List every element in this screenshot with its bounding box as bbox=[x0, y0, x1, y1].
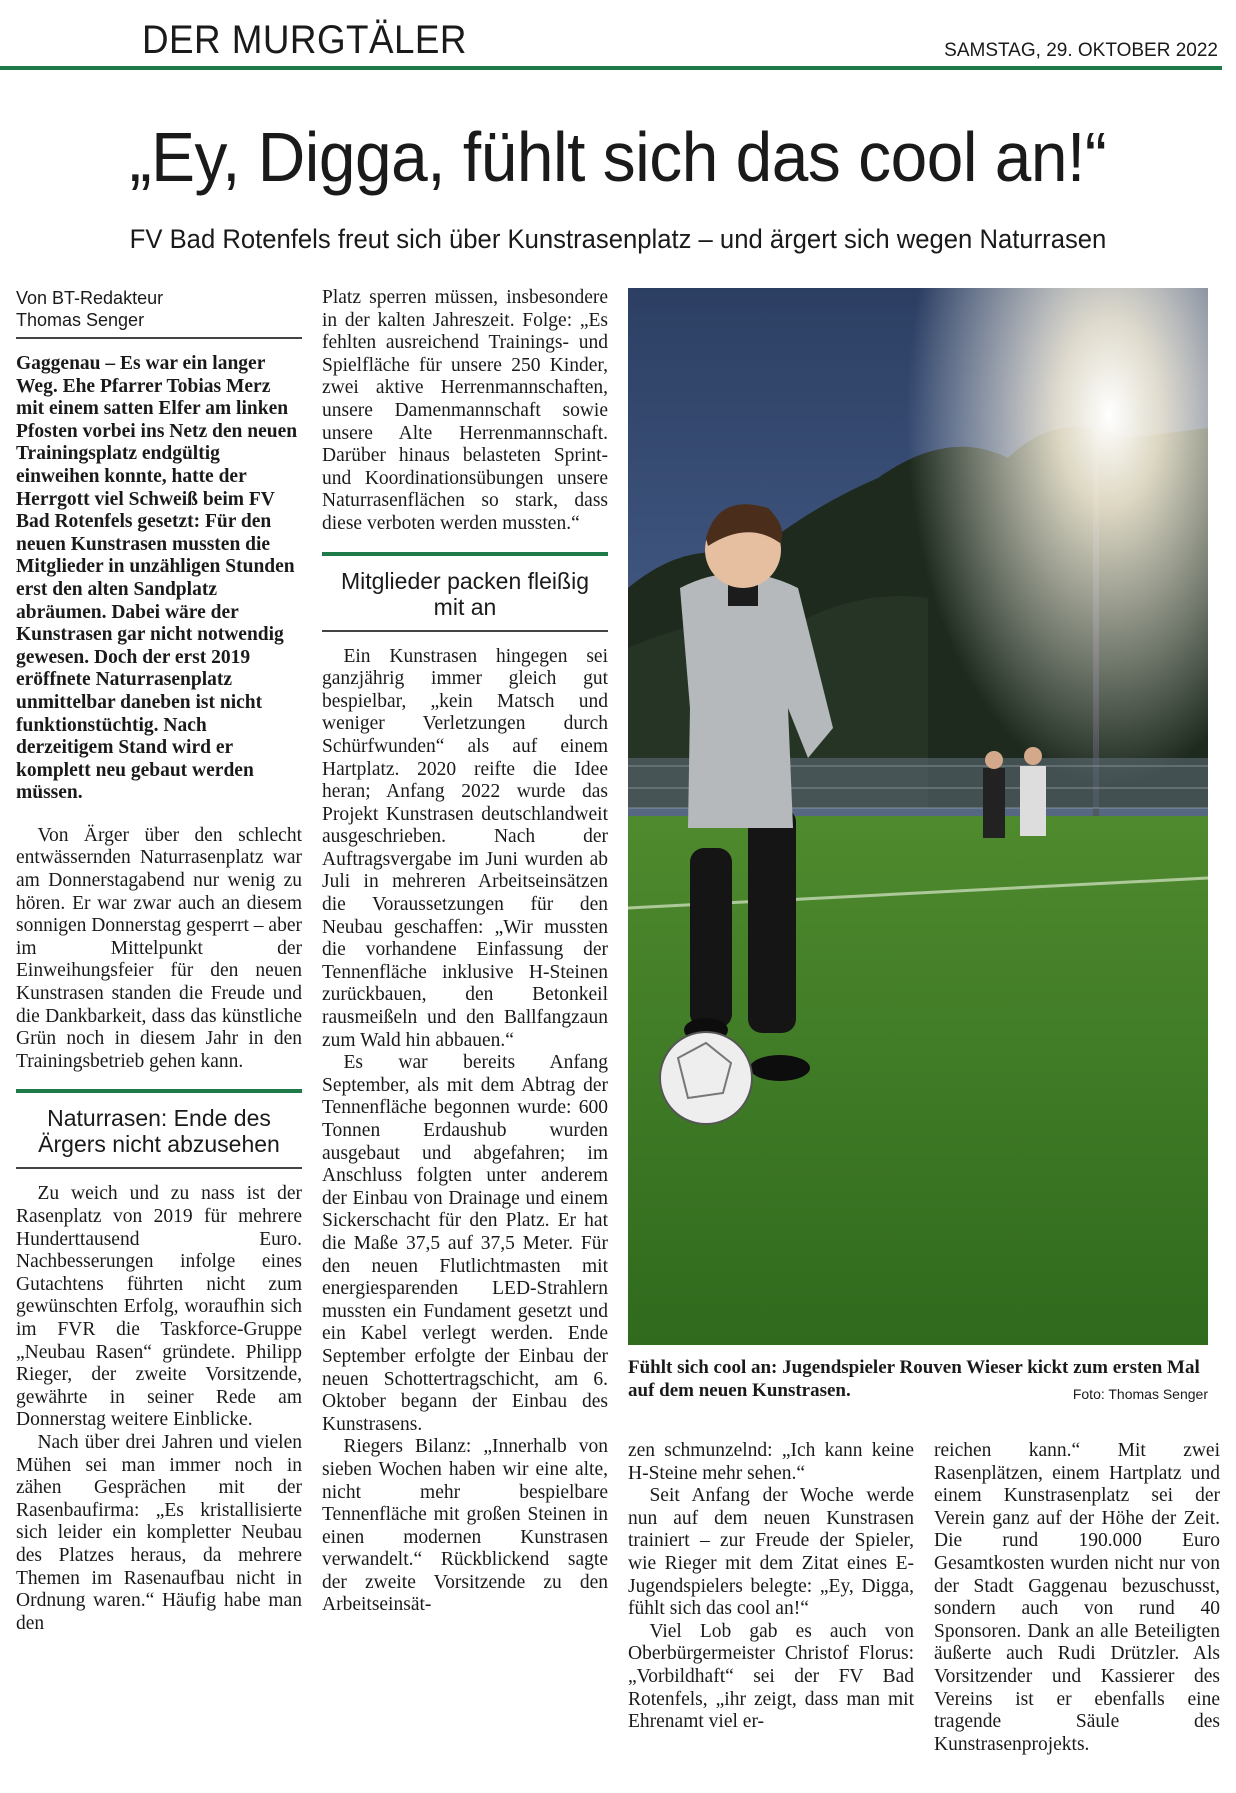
photo-credit: Foto: Thomas Senger bbox=[1072, 1386, 1208, 1402]
body-paragraph: Ein Kunstrasen hingegen sei ganzjährig immer gleich gut bespielbar, „kein Matsch und weniger Verletzungen durch Schürfwunden“ als auf einem Hartplatz. 2020 reifte die Idee heran; Anfang 2022 wurde das Projekt Kunstrasen deutschlandweit ausgeschrieben. Nach der Auftragsvergabe im Juni wurden ab Juli in mehreren Arbeitseinsätzen die Voraussetzungen für den Neubau geschaffen: „Wir mussten die vorhandene Einfassung der Tennenfläche inklusive H-Steinen zurückbauen, den Betonkeil rausmeißeln und den Ballfangzaun zum Wald hin abbauen.“ bbox=[322, 645, 608, 1051]
lead-paragraph: Gaggenau – Es war ein langer Weg. Ehe Pfarrer Tobias Merz mit einem satten Elfer am linken Pfosten vorbei ins Netz den neuen Trainingsplatz endgültig einweihen konnte, hatte der Herrgott viel Schweiß beim FV Bad Rotenfels gesetzt: Für den neuen Kunstrasen mussten die Mitglieder in unzähligen Stunden erst den alten Sandplatz abräumen. Dabei wäre der Kunstrasen gar nicht notwendig gewesen. Doch der erst 2019 eröffnete Naturrasenplatz unmittelbar daneben ist nicht funktionstüchtig. Nach derzeitigem Stand wird er komplett neu gebaut werden müssen. bbox=[16, 353, 298, 804]
body-paragraph: Zu weich und zu nass ist der Rasenplatz von 2019 für mehrere Hunderttausend Euro. Nachbesserungen infolge eines Gutachtens führten nicht zum gewünschten Erfolg, woraufhin sich im FVR die Taskforce-Gruppe „Neubau Rasen“ gründete. Philipp Rieger, der zweite Vorsitzende, gewährte in seiner Rede am Donnerstag weitere Einblicke. bbox=[16, 1183, 302, 1431]
masthead-rule bbox=[0, 66, 1222, 70]
body-paragraph: Von Ärger über den schlecht entwässernden Naturrasenplatz war am Donnerstagabend nur wenig zu hören. Er war zwar auch an diesem sonnigen Donnerstag gesperrt – aber im Mittelpunkt der Einweihungsfeier für den neuen Kunstrasen standen die Freude und die Dankbarkeit, dass das künstliche Grün noch in diesem Jahr in den Trainingsbetrieb gehen kann. bbox=[16, 824, 302, 1072]
masthead bbox=[0, 0, 1236, 75]
section-title: DER MURGTÄLER bbox=[142, 18, 467, 62]
body-paragraph: Viel Lob gab es auch von Oberbürgermeister Christof Florus: „Vorbildhaft“ sei der FV Bad Rotenfels, „ihr zeigt, dass man mit Ehrenamt viel er- bbox=[628, 1620, 914, 1733]
body-paragraph: Platz sperren müssen, insbesondere in der kalten Jahreszeit. Folge: „Es fehlten ausreichend Trainings- und Spielfläche für unsere 250 Kinder, zwei aktive Herrenmannschaften, unsere Damenmannschaft sowie unsere Alte Herrenmannschaft. Darüber hinaus belasteten Sprint- und Koordinationsübungen unsere Naturrasenflächen so stark, dass diese verboten werden mussten.“ bbox=[322, 287, 608, 534]
body-paragraph: zen schmunzelnd: „Ich kann keine H-Steine mehr sehen.“ bbox=[628, 1440, 914, 1484]
photo-illustration bbox=[628, 288, 1208, 1345]
body-paragraph: Riegers Bilanz: „Innerhalb von sieben Wochen haben wir eine alte, nicht mehr bespielbare Tennenfläche mit großen Steinen in einen modernen Kunstrasen verwandelt.“ Rückblickend sagte der zweite Vorsitzende zu den Arbeitseinsät- bbox=[322, 1436, 608, 1616]
body-paragraph: Nach über drei Jahren und vielen Mühen sei man immer noch in zähen Gesprächen mit der Rasenbaufirma: „Es kristallisierte sich leider ein kompletter Neubau des Platzes heraus, da mehrere Themen im Rasenaufbau nicht in Ordnung waren.“ Häufig habe man den bbox=[16, 1431, 302, 1634]
subheadline: FV Bad Rotenfels freut sich über Kunstrasenplatz – und ärgert sich wegen Naturrasen bbox=[129, 224, 1107, 254]
subheading-naturrasen: Naturrasen: Ende des Ärgers nicht abzusehen bbox=[16, 1089, 302, 1169]
column-1 bbox=[16, 287, 302, 1635]
column-4 bbox=[934, 1440, 1220, 1756]
column-2 bbox=[322, 287, 608, 1617]
issue-date: SAMSTAG, 29. OKTOBER 2022 bbox=[944, 40, 1218, 61]
body-paragraph: Es war bereits Anfang September, als mit dem Abtrag der Tennenfläche begonnen wurde: 600 Tonnen Erdaushub wurden ausgebaut und abgefahren; im Anschluss folgten unter anderem der Einbau von Drainage und einem Sickerschacht für den Platz. Er hat die Maße 37,5 auf 37,5 Meter. Für den neuen Flutlichtmasten mit energiesparenden LED-Strahlern mussten ein Fundament gesetzt und ein Kabel verlegt werden. Ende September erfolgte der Einbau der neuen Schottertragschicht, am 6. Oktober begann der Einbau des Kunstrasens. bbox=[322, 1052, 608, 1435]
caption-text: Fühlt sich cool an: Jugendspieler Rouven Wieser kickt zum ersten Mal auf dem neuen Kunstrasen. bbox=[628, 1357, 1200, 1401]
article-photo bbox=[628, 288, 1208, 1345]
column-3 bbox=[628, 1440, 914, 1734]
byline-author: Thomas Senger bbox=[16, 310, 145, 330]
byline bbox=[16, 287, 302, 339]
byline-line: Von BT-Redakteur bbox=[16, 288, 164, 308]
photo-caption bbox=[628, 1356, 1208, 1406]
body-paragraph: reichen kann.“ Mit zwei Rasenplätzen, einem Hartplatz und einem Kunstrasenplatz sei der Verein ganz auf der Höhe der Zeit. Die rund 190.000 Euro Gesamtkosten wurden nicht nur von der Stadt Gaggenau bezuschusst, sondern auch von rund 40 Sponsoren. Dank an alle Beteiligten äußerte auch Rudi Drützler. Als Vorsitzender und Kassierer des Vereins ist er ebenfalls eine tragende Säule des Kunstrasenprojekts. bbox=[934, 1440, 1220, 1755]
body-paragraph: Seit Anfang der Woche werde nun auf dem neuen Kunstrasen trainiert – zur Freude der Spieler, wie Rieger mit dem Zitat eines E-Jugendspielers belegte: „Ey, Digga, fühlt sich das cool an!“ bbox=[628, 1485, 914, 1620]
headline: „Ey, Digga, fühlt sich das cool an!“ bbox=[129, 118, 1107, 196]
subheading-mitglieder: Mitglieder packen fleißig mit an bbox=[322, 552, 608, 632]
